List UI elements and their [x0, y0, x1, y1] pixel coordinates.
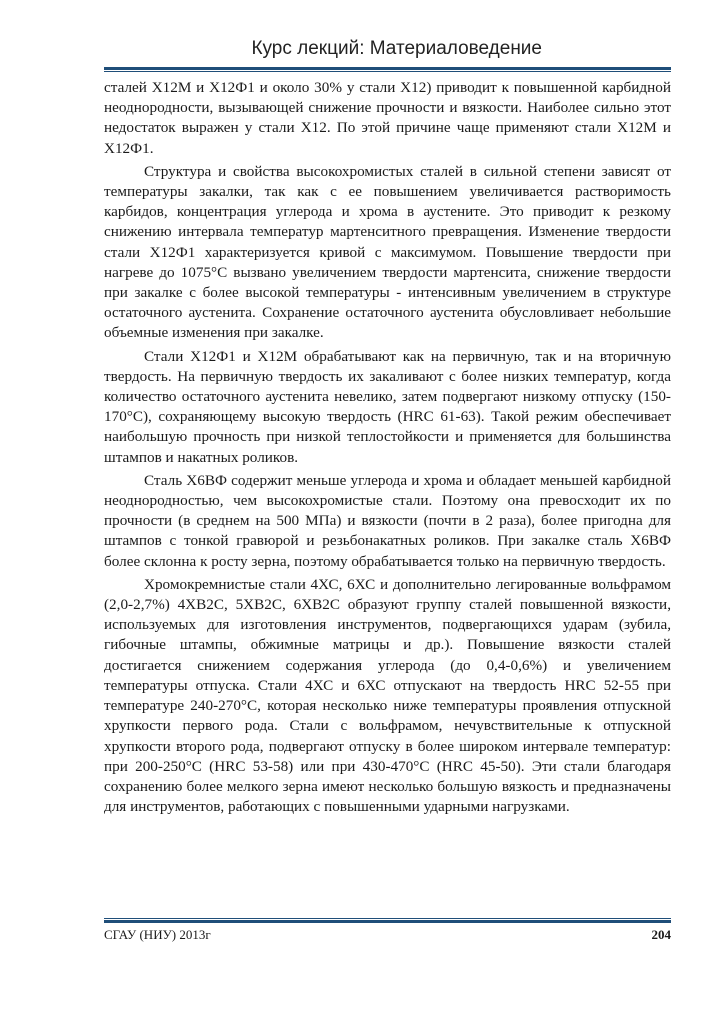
paragraph-continuation: сталей Х12М и Х12Ф1 и около 30% у стали Х12) приводит к повышенной карбидной неоднородности, вызывающей снижение прочности и вязкости. Наиболее сильно этот недостаток выражен у стали Х12. По этой причине чаще применяют стали Х12М и Х12Ф1.: [104, 79, 671, 157]
header-divider: [104, 67, 671, 70]
paragraph: Стали Х12Ф1 и Х12М обрабатывают как на первичную, так и на вторичную твердость. На первичную твердость их закаливают с более низких температур, когда количество остаточного аустенита невелико, затем подвергают низкому отпуску (150-170°С), сохраняющему высокую твердость (HRC 61-63). Такой режим обеспечивает наибольшую прочность при низкой теплостойкости и применяется для большинства штампов и накатных роликов.: [104, 347, 671, 466]
page-number: 204: [651, 927, 671, 942]
paragraph: Сталь Х6ВФ содержит меньше углерода и хрома и обладает меньшей карбидной неоднородностью, чем высокохромистые стали. Поэтому она превосходит их по прочности (в среднем на 500 МПа) и вязкости (почти в 2 раза), более пригодна для штампов с тонкой гравюрой и резьбонакатных роликов. При закалке сталь Х6ВФ более склонна к росту зерна, поэтому обрабатывается только на первичную твердость.: [104, 471, 671, 570]
footer-divider: [104, 920, 671, 923]
footer-institution: СГАУ (НИУ) 2013г: [104, 927, 211, 942]
document-body: [104, 78, 671, 820]
paragraph: Структура и свойства высокохромистых сталей в сильной степени зависят от температуры закалки, так как с ее повышением увеличивается растворимость карбидов, концентрация углерода и хрома в аустените. Это приводит к резкому снижению интервала температур мартенситного превращения. Изменение твердости стали Х12Ф1 характеризуется кривой с максимумом. Повышение твердости при нагреве до 1075°С вызвано увеличением твердости мартенсита, снижение твердости при закалке с более высокой температуры - интенсивным увеличением в структуре остаточного аустенита. Сохранение остаточного аустенита обусловливает небольшие объемные изменения при закалке.: [104, 162, 671, 342]
footer-divider-thin: [104, 918, 671, 919]
page-header-title: Курс лекций: Материаловедение: [251, 38, 542, 59]
header-divider-thin: [104, 71, 671, 72]
paragraph: Хромокремнистые стали 4ХС, 6ХС и дополнительно легированные вольфрамом (2,0-2,7%) 4ХВ2С, 5ХВ2С, 6ХВ2С образуют группу сталей повышенной вязкости, используемых для изготовления инструментов, подвергающихся ударам (зубила, гибочные штампы, обжимные матрицы и др.). Повышение вязкости сталей достигается снижением содержания углерода (до 0,4-0,6%) и увеличением температуры отпуска. Стали 4ХС и 6ХС отпускают на твердость HRC 52-55 при температуре 240-270°С, которая несколько ниже температуры проявления отпускной хрупкости первого рода. Стали с вольфрамом, нечувствительные к отпускной хрупкости второго рода, подвергают отпуску в более широком интервале температур: при 200-250°С (HRC 53-58) или при 430-470°С (HRC 45-50). Эти стали благодаря сохранению более мелкого зерна имеют несколько большую вязкость и предназначены для инструментов, работающих с повышенными ударными нагрузками.: [104, 575, 671, 816]
